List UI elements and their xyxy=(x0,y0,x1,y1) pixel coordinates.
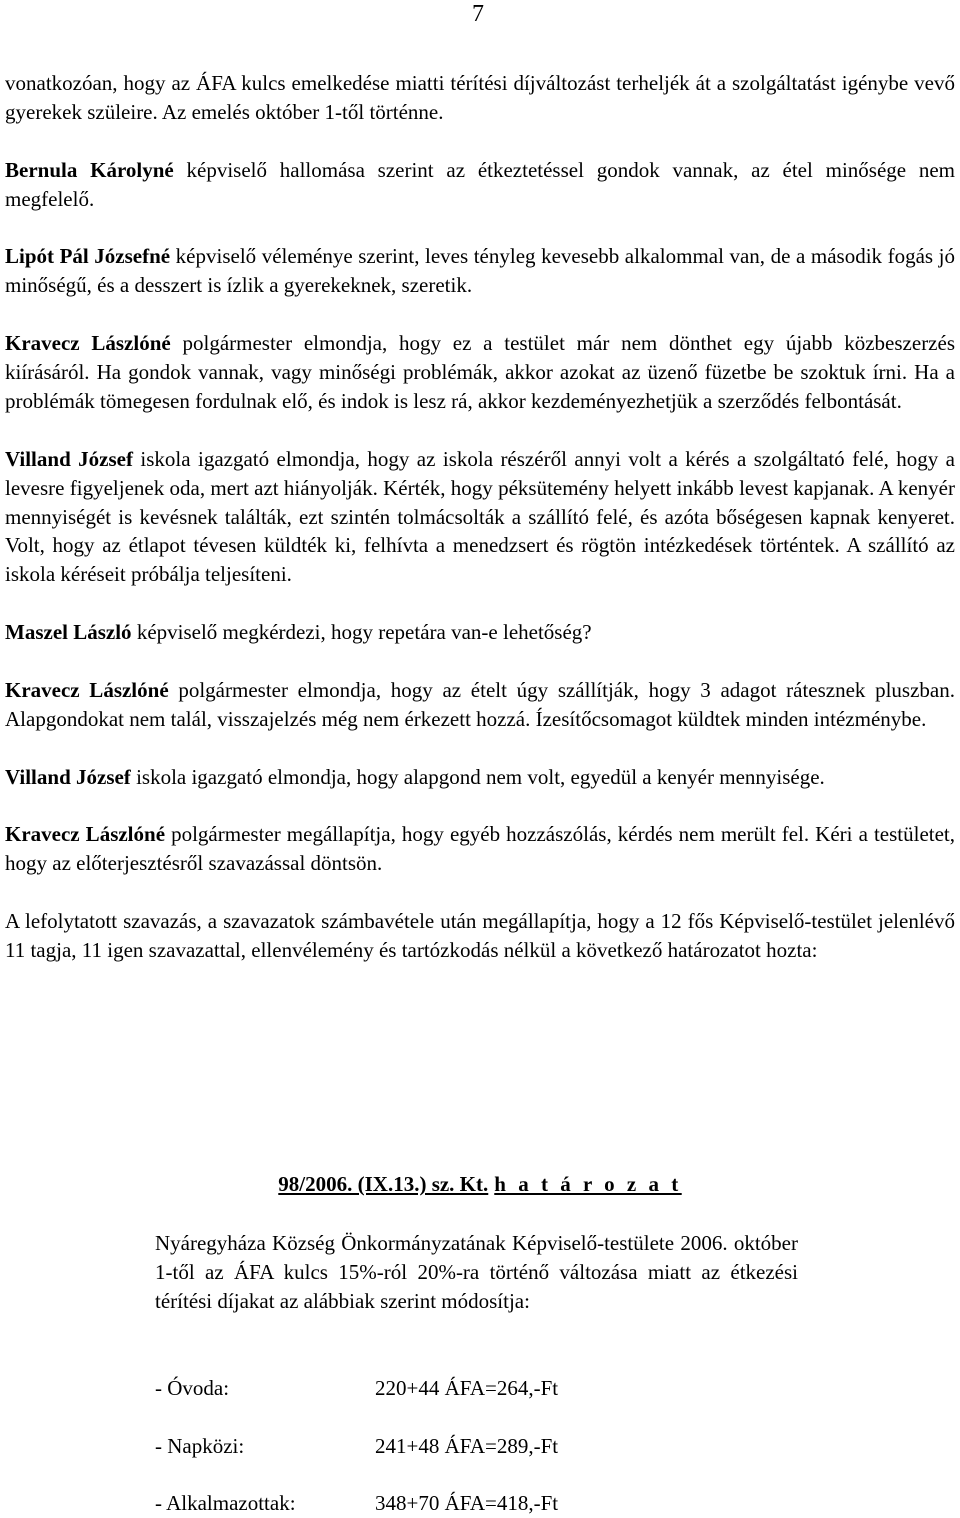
fee-value: 241+48 ÁFA=289,-Ft xyxy=(375,1434,559,1458)
paragraph-text: polgármester elmondja, hogy az ételt úgy szállítják, hogy 3 adagot rátesznek pluszban. Alapgondokat nem talál, visszajelzés még nem érkezett hozzá. Ízesítőcsomagot küldtek minden intézménybe. xyxy=(5,677,955,731)
paragraph-text: vonatkozóan, hogy az ÁFA kulcs emelkedése miatti térítési díjváltozást terheljék át a szolgáltatást igénybe vevő gyerekek szüleire. Az emelés október 1-től történne. xyxy=(5,71,955,124)
paragraph-text: A lefolytatott szavazás, a szavazatok számbavétele után megállapítja, hogy a 12 fős Képviselő-testület jelenlévő 11 tagja, 11 igen szavazattal, ellenvélemény és tartózkodás nélkül a következő határozatot hozta: xyxy=(5,909,955,963)
speaker-name: Maszel László xyxy=(5,620,132,645)
minutes-body xyxy=(5,69,955,994)
paragraph xyxy=(5,820,955,878)
fee-value: 220+44 ÁFA=264,-Ft xyxy=(375,1376,559,1400)
resolution-body: Nyáregyháza Község Önkormányzatának Képviselő-testülete 2006. október 1-től az ÁFA kulcs 15%-ról 20%-ra történő változása miatt az étkezési térítési díjakat az alábbiak szerint módosítja: xyxy=(155,1231,798,1313)
resolution-number: 98/2006. (IX.13.) sz. Kt. xyxy=(278,1172,489,1196)
speaker-name: Lipót Pál Józsefné xyxy=(5,244,171,269)
paragraph xyxy=(5,676,955,734)
fee-label: - Alkalmazottak: xyxy=(155,1491,296,1515)
speaker-name: Kravecz Lászlóné xyxy=(5,822,166,847)
paragraph xyxy=(5,445,955,590)
paragraph-text: iskola igazgató elmondja, hogy alapgond nem volt, egyedül a kenyér mennyisége. xyxy=(130,764,825,789)
fee-label: - Óvoda: xyxy=(155,1376,230,1400)
paragraph xyxy=(5,69,955,127)
paragraph-text: polgármester megállapítja, hogy egyéb hozzászólás, kérdés nem merült fel. Kéri a testületet, hogy az előterjesztésről szavazással döntsön. xyxy=(5,822,956,876)
speaker-name: Bernula Károlyné xyxy=(5,157,174,182)
paragraph-text: iskola igazgató elmondja, hogy az iskola részéről annyi volt a kérés a szolgáltató felé, hogy a levesre figyeljenek oda, mert azt hiányolják. Kérték, hogy péksütemény helyett inkább levest kapjanak. A kenyér mennyiségét is kevésnek találták, ezt szintén tolmácsolták a szállító felé, és azóta bőségesen kapnak kenyeret. Volt, hogy az étlapot tévesen küldték ki, felhívta a menedzsert és rögtön intézkedések történtek. A szállító az iskola kéréseit próbálja teljesíteni. xyxy=(5,446,955,587)
resolution-heading xyxy=(0,1170,960,1199)
paragraph xyxy=(5,763,955,792)
paragraph xyxy=(5,242,955,300)
paragraph xyxy=(5,618,955,647)
paragraph-text: képviselő hallomása szerint az étkeztetéssel gondok vannak, az étel minősége nem megfelelő. xyxy=(5,157,956,211)
speaker-name: Villand József xyxy=(5,764,131,789)
paragraph xyxy=(5,907,955,965)
fee-label: - Napközi: xyxy=(155,1434,245,1458)
paragraph-text: polgármester elmondja, hogy ez a testület már nem dönthet egy újabb közbeszerzés kiírásáról. Ha gondok vannak, vagy minőségi problémák, akkor azokat az üzenő füzetbe be szoktuk írni. Ha a problémák tömegesen fordulnak elő, és indok is lesz rá, akkor kezdeményezhetjük a szerződés felbontását. xyxy=(5,331,956,413)
paragraph xyxy=(5,329,955,416)
speaker-name: Kravecz Lászlóné xyxy=(5,677,169,702)
paragraph-text: képviselő véleménye szerint, leves tényleg kevesebb alkalommal van, de a második fogás jó minőségű, és a desszert is ízlik a gyerekeknek, szeretik. xyxy=(5,244,955,298)
speaker-name: Villand József xyxy=(5,446,133,471)
page-number: 7 xyxy=(472,1,484,27)
speaker-name: Kravecz Lászlóné xyxy=(5,331,171,356)
resolution-title: h a t á r o z a t xyxy=(494,1172,682,1196)
paragraph xyxy=(5,156,955,214)
fee-value: 348+70 ÁFA=418,-Ft xyxy=(375,1491,559,1515)
paragraph-text: képviselő megkérdezi, hogy repetára van-e lehetőség? xyxy=(131,620,592,645)
